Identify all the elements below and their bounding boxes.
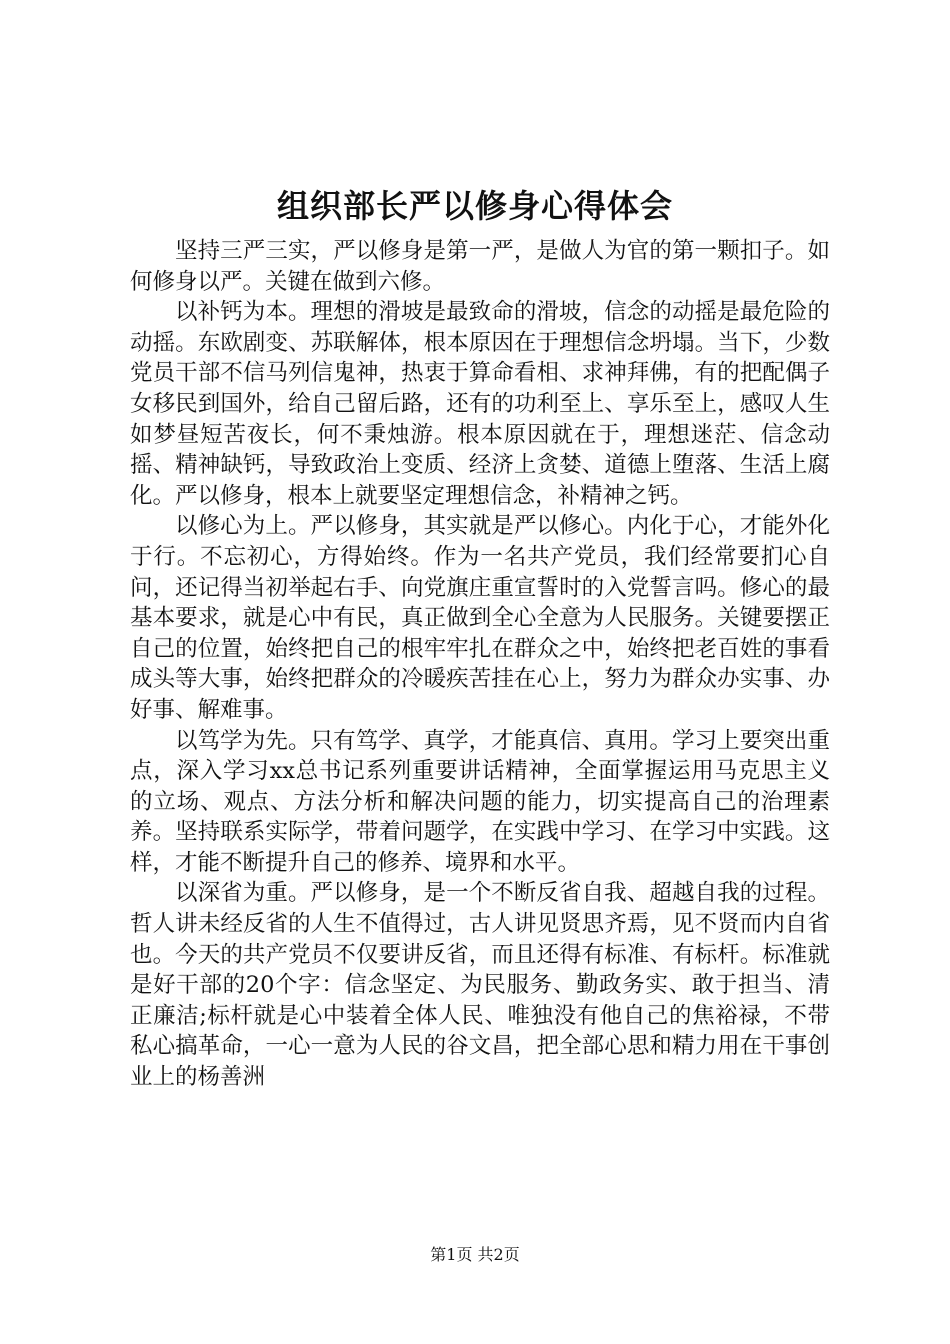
page-number-footer: 第1页 共2页 [430,1245,520,1264]
paragraph-4: 以笃学为先。只有笃学、真学，才能真信、真用。学习上要突出重点，深入学习xx总书记系列重要讲话精神，全面掌握运用马克思主义的立场、观点、方法分析和解决问题的能力，切实提高自己的治理素养。坚持联系实际学，带着问题学，在实践中学习、在学习中实践。这样，才能不断提升自己的修养、境界和水平。 [130,727,830,876]
document-title: 组织部长严以修身心得体会 [276,187,673,225]
paragraph-1: 坚持三严三实，严以修身是第一严，是做人为官的第一颗扣子。如何修身以严。关键在做到六修。 [130,238,830,295]
paragraph-5: 以深省为重。严以修身，是一个不断反省自我、超越自我的过程。哲人讲未经反省的人生不值得过，古人讲见贤思齐焉，见不贤而内自省也。今天的共产党员不仅要讲反省，而且还得有标准、有标杆。标准就是好干部的20个字：信念坚定、为民服务、勤政务实、敢于担当、清正廉洁;标杆就是心中装着全体人民、唯独没有他自己的焦裕禄，不带私心搞革命，一心一意为人民的谷文昌，把全部心思和精力用在干事创业上的杨善洲 [130,880,830,1091]
document-body [130,236,830,1093]
paragraph-3: 以修心为上。严以修身，其实就是严以修心。内化于心，才能外化于行。不忘初心，方得始终。作为一名共产党员，我们经常要扪心自问，还记得当初举起右手、向党旗庄重宣誓时的入党誓言吗。修心的最基本要求，就是心中有民，真正做到全心全意为人民服务。关键要摆正自己的位置，始终把自己的根牢牢扎在群众之中，始终把老百姓的事看成头等大事，始终把群众的冷暖疾苦挂在心上，努力为群众办实事、办好事、解难事。 [130,513,830,723]
paragraph-2: 以补钙为本。理想的滑坡是最致命的滑坡，信念的动摇是最危险的动摇。东欧剧变、苏联解体，根本原因在于理想信念坍塌。当下，少数党员干部不信马列信鬼神，热衷于算命看相、求神拜佛，有的把配偶子女移民到国外，给自己留后路，还有的功利至上、享乐至上，感叹人生如梦昼短苦夜长，何不秉烛游。根本原因就在于，理想迷茫、信念动摇、精神缺钙，导致政治上变质、经济上贪婪、道德上堕落、生活上腐化。严以修身，根本上就要坚定理想信念，补精神之钙。 [130,299,830,509]
